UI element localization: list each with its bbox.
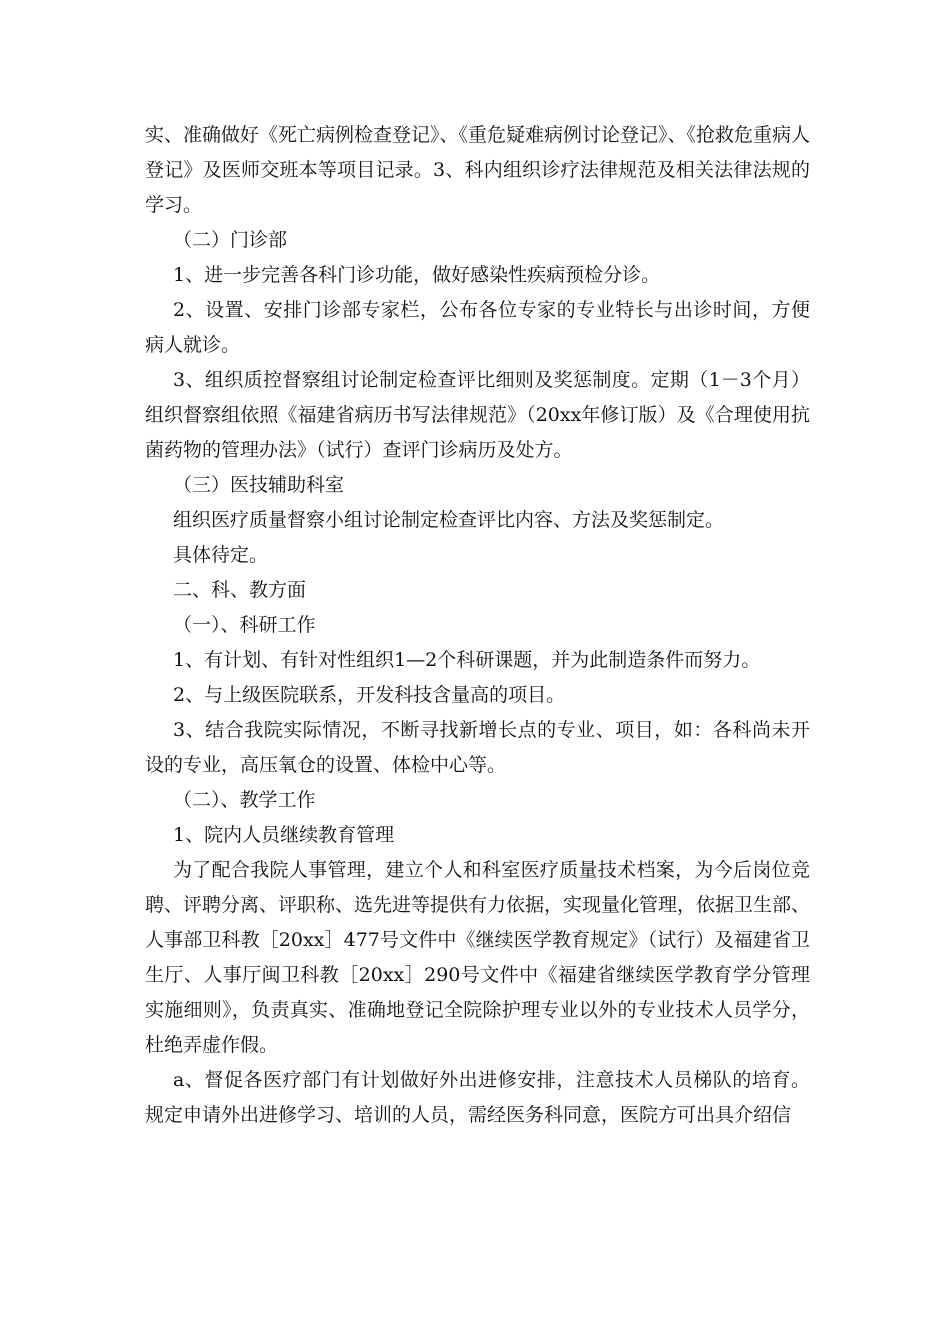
paragraph-research-item-1: 1、有计划、有针对性组织1—2个科研课题，并为此制造条件而努力。 bbox=[173, 649, 761, 671]
heading-research-work: （一）、科研工作 bbox=[173, 614, 316, 636]
paragraph-outpatient-item-3: 3、组织质控督察组讨论制定检查评比细则及奖惩制度。定期（1－3个月）组织督察组依照《福建省病历书写法律规范》（20xx年修订版）及《合理使用抗菌药物的管理办法》（试行）查评门诊病历及处方。 bbox=[145, 369, 810, 461]
heading-research-teaching: 二、科、教方面 bbox=[173, 579, 307, 601]
heading-outpatient-department: （二）门诊部 bbox=[173, 229, 288, 251]
paragraph-research-item-3: 3、结合我院实际情况，不断寻找新增长点的专业、项目，如：各科尚未开设的专业，高压氧仓的设置、体检中心等。 bbox=[145, 719, 810, 776]
paragraph-records-continued: 实、准确做好《死亡病例检查登记》、《重危疑难病例讨论登记》、《抢救危重病人登记》及医师交班本等项目记录。3、科内组织诊疗法律规范及相关法律法规的学习。 bbox=[145, 124, 811, 216]
paragraph-pending: 具体待定。 bbox=[173, 544, 269, 566]
paragraph-medical-technology: 组织医疗质量督察小组讨论制定检查评比内容、方法及奖惩制定。 bbox=[173, 509, 725, 531]
heading-teaching-work: （二）、教学工作 bbox=[173, 789, 316, 811]
paragraph-outpatient-item-2: 2、设置、安排门诊部专家栏，公布各位专家的专业特长与出诊时间，方便病人就诊。 bbox=[145, 299, 810, 356]
paragraph-research-item-2: 2、与上级医院联系，开发科技含量高的项目。 bbox=[173, 684, 566, 706]
paragraph-outpatient-item-1: 1、进一步完善各科门诊功能，做好感染性疾病预检分诊。 bbox=[173, 264, 661, 286]
heading-medical-technology: （三）医技辅助科室 bbox=[173, 474, 345, 496]
paragraph-further-study: a、督促各医疗部门有计划做好外出进修安排，注意技术人员梯队的培育。规定申请外出进修学习、培训的人员，需经医务科同意，医院方可出具介绍信 bbox=[145, 1069, 810, 1126]
document-body bbox=[145, 118, 810, 1133]
paragraph-continuing-education: 为了配合我院人事管理，建立个人和科室医疗质量技术档案，为今后岗位竞聘、评聘分离、评职称、选先进等提供有力依据，实现量化管理，依据卫生部、人事部卫科教［20xx］477号文件中《继续医学教育规定》（试行）及福建省卫生厅、人事厅闽卫科教［20xx］290号文件中《福建省继续医学教育学分管理实施细则》，负责真实、准确地登记全院除护理专业以外的专业技术人员学分，杜绝弄虚作假。 bbox=[145, 859, 811, 1056]
heading-continuing-education: 1、院内人员继续教育管理 bbox=[173, 824, 395, 846]
